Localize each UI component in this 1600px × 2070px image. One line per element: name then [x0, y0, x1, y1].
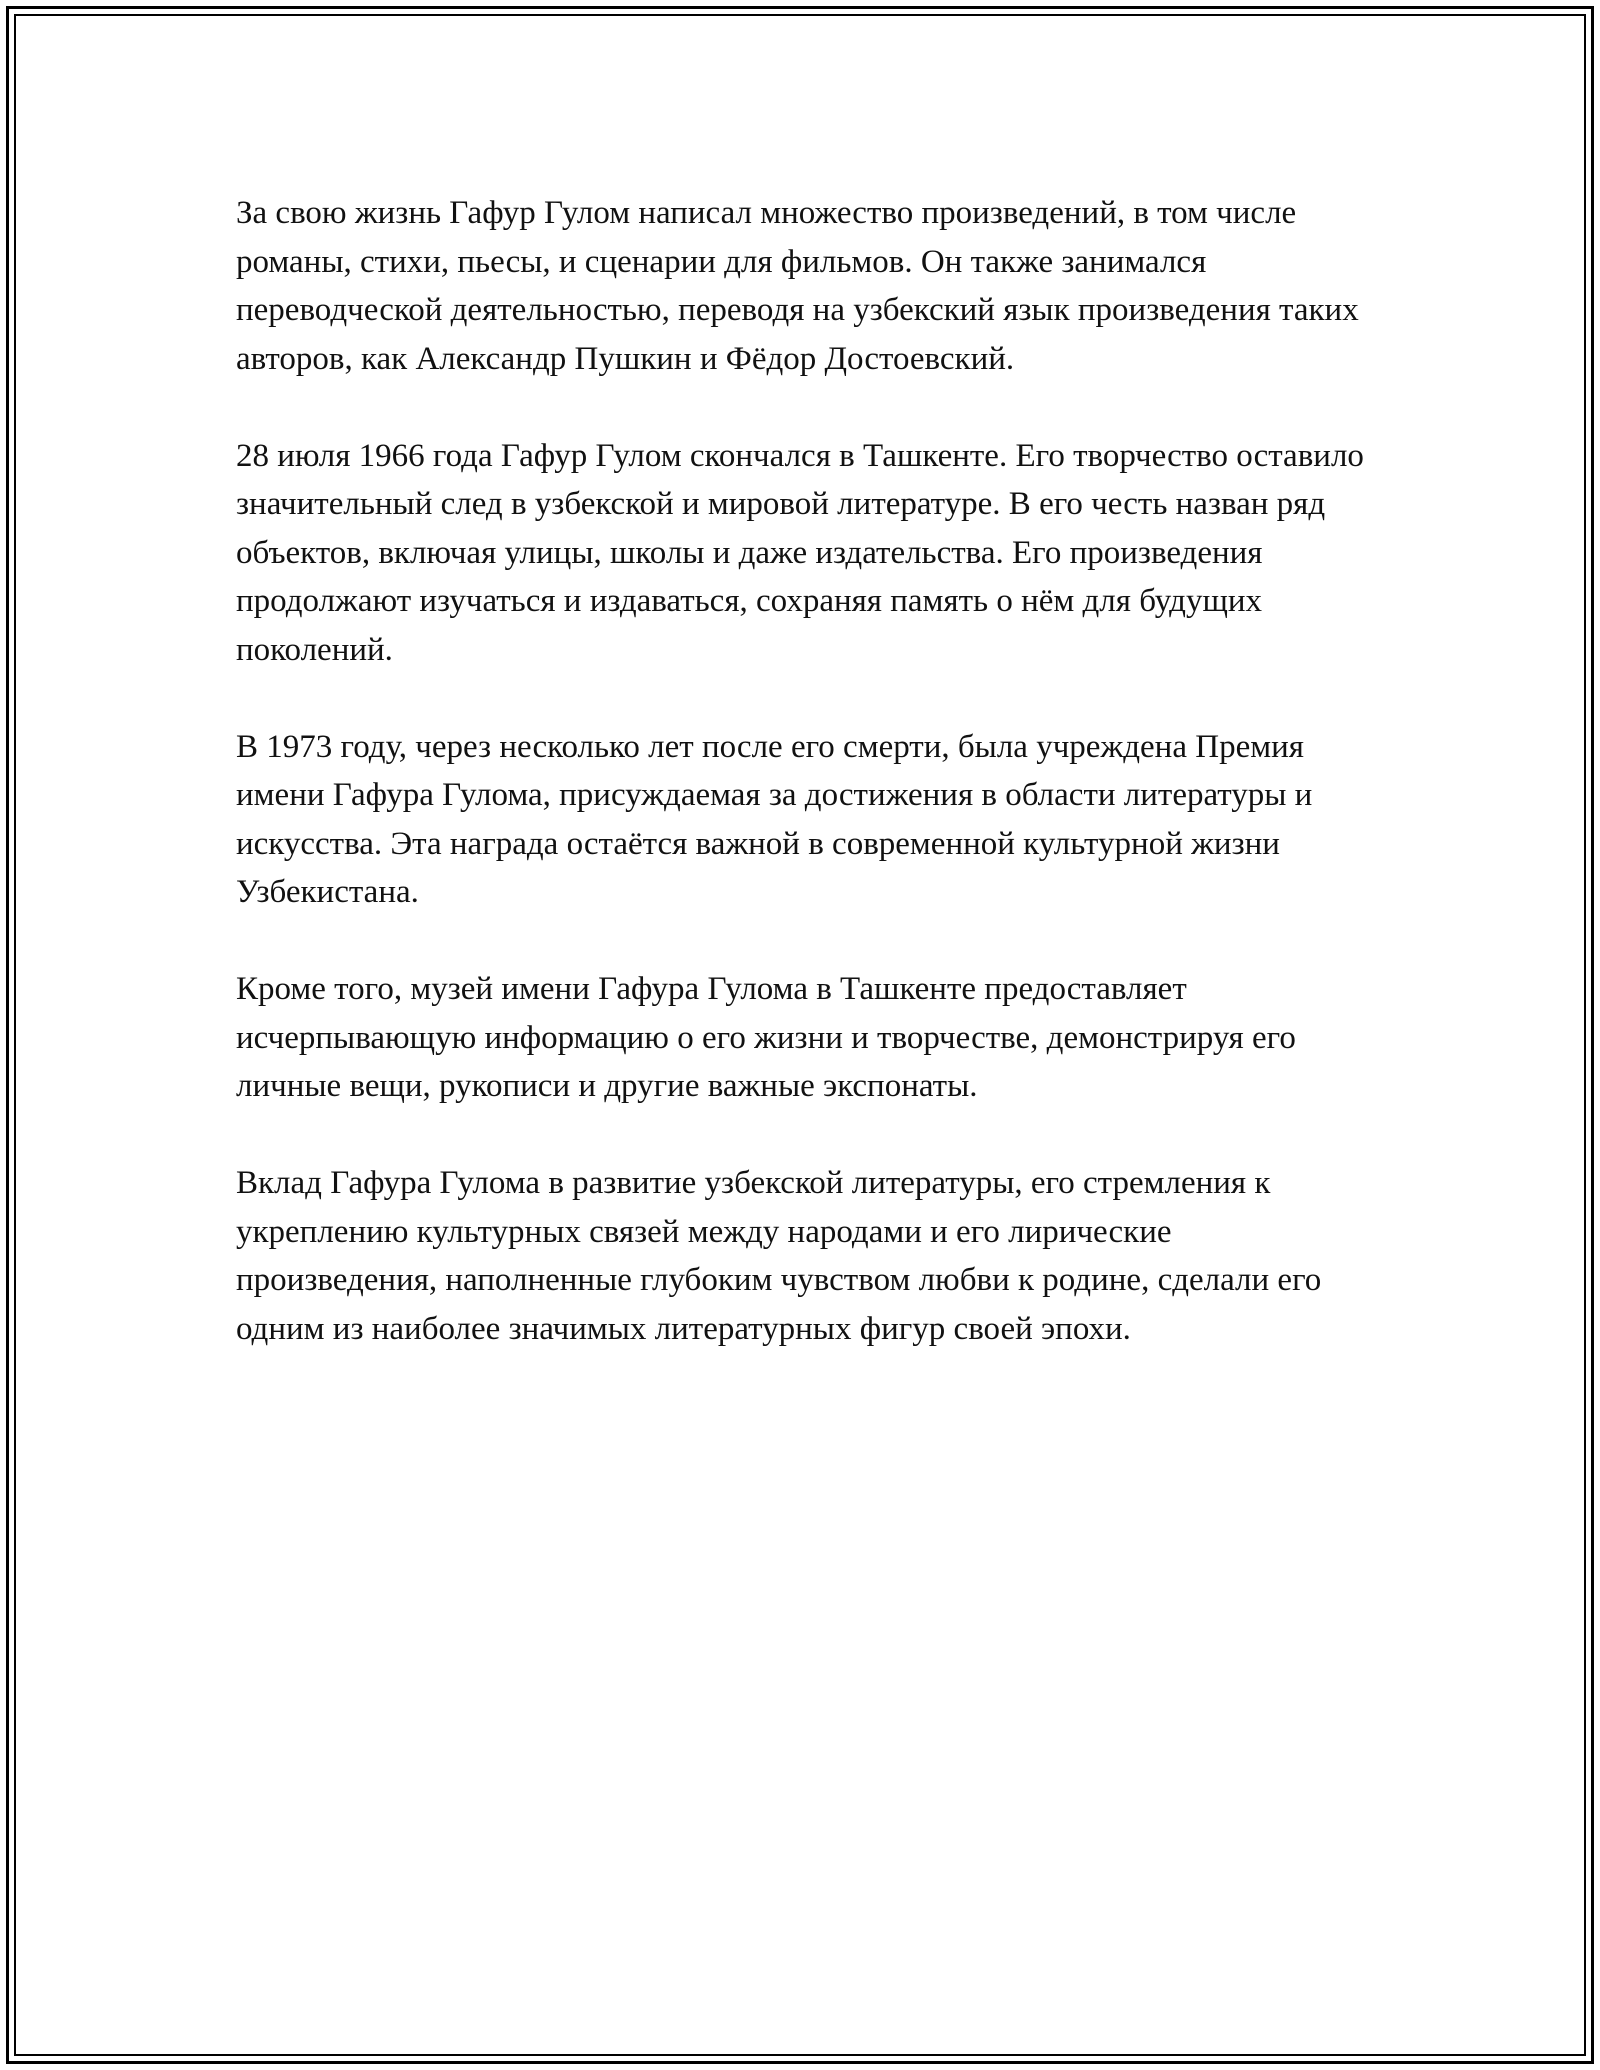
paragraph-2: 28 июля 1966 года Гафур Гулом скончался в Ташкенте. Его творчество оставило значительный след в узбекской и мировой литературе. В его честь назван ряд объектов, включая улицы, школы и даже издательства. Его произведения продолжают изучаться и издаваться, сохраняя память о нём для будущих поколений.	[236, 437, 1364, 668]
paragraph-4: Кроме того, музей имени Гафура Гулома в Ташкенте предоставляет исчерпывающую информацию о его жизни и творчестве, демонстрируя его личные вещи, рукописи и другие важные экспонаты.	[236, 971, 1296, 1104]
paragraph-1: За свою жизнь Гафур Гулом написал множество произведений, в том числе романы, стихи, пьесы, и сценарии для фильмов. Он также занимался переводческой деятельностью, переводя на узбекский язык произведения таких авторов, как Александр Пушкин и Фёдор Достоевский.	[236, 195, 1359, 377]
document-body	[236, 189, 1376, 1402]
paragraph-5: Вклад Гафура Гулома в развитие узбекской литературы, его стремления к укреплению культурных связей между народами и его лирические произведения, наполненные глубоким чувством любви к родине, сделали его одним из наиболее значимых литературных фигур своей эпохи.	[236, 1165, 1322, 1347]
paragraph-3: В 1973 году, через несколько лет после его смерти, была учреждена Премия имени Гафура Гулома, присуждаемая за достижения в области литературы и искусства. Эта награда остаётся важной в современной культурной жизни Узбекистана.	[236, 728, 1313, 910]
